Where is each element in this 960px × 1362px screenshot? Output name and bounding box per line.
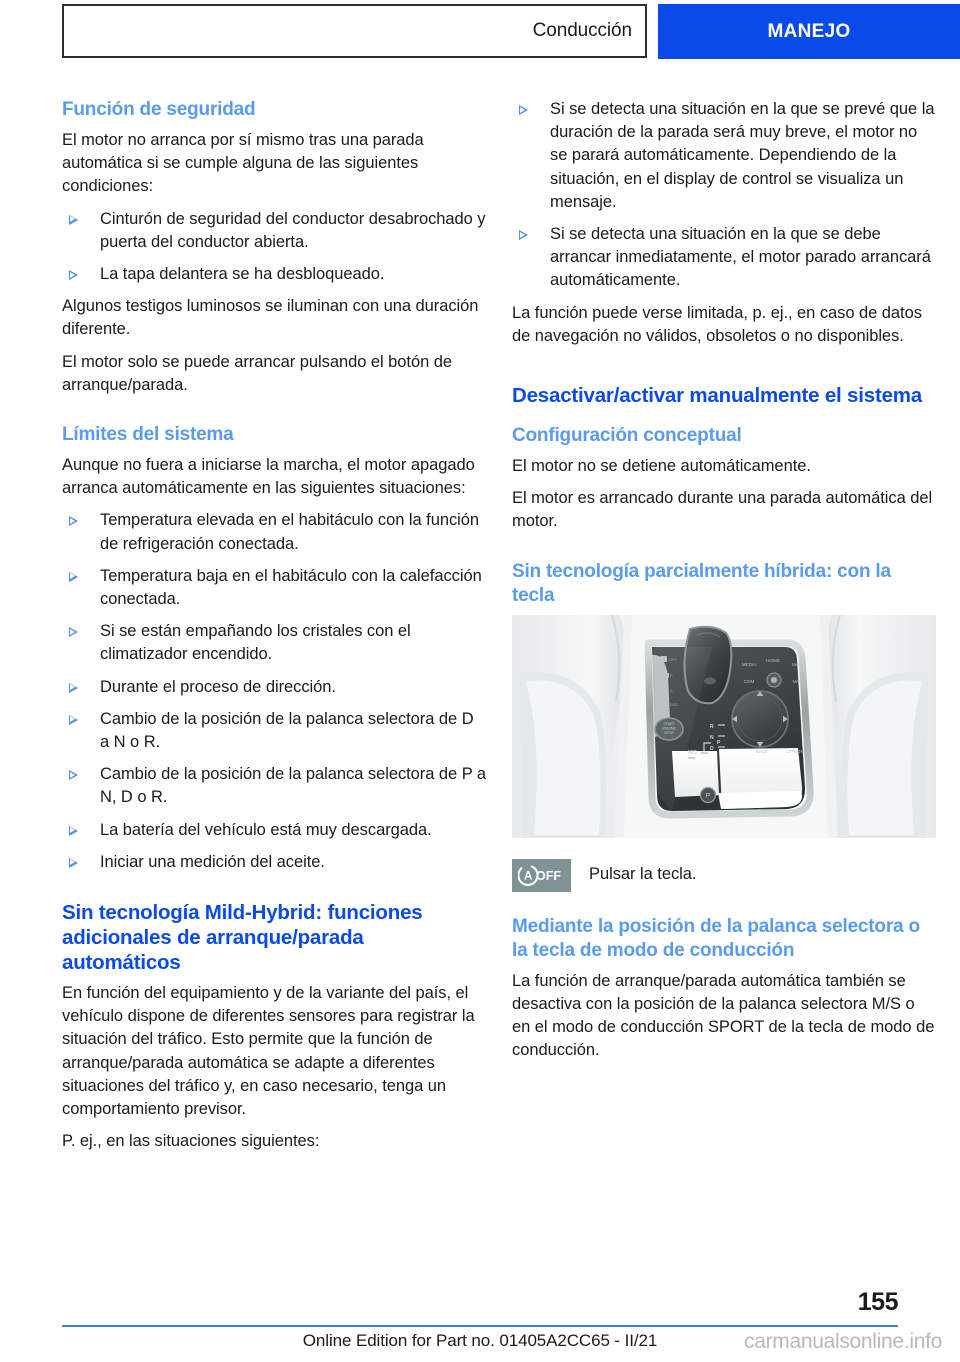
- heading-mediante-la-posicion-de-la-palanca: Mediante la posición de la palanca selectora o la tecla de modo de conducción: [512, 915, 920, 961]
- paragraph-safety-lamps: Algunos testigos luminosos se iluminan con una duración diferente.: [62, 297, 479, 339]
- svg-text:D: D: [710, 745, 714, 752]
- list-item-text: Si se están empañando los cristales con el climatizador encendido.: [100, 622, 411, 664]
- svg-text:A: A: [670, 687, 673, 693]
- svg-text:N: N: [710, 734, 714, 741]
- spacer: [512, 415, 936, 424]
- section-tab-label: MANEJO: [767, 20, 851, 42]
- paragraph-function-limited: La función puede verse limitada, p. ej., en caso de datos de navegación no válidos, obsoletos o no disponibles.: [512, 303, 922, 345]
- triangle-bullet-icon: [69, 826, 78, 836]
- breadcrumb: [62, 4, 647, 58]
- paragraph-concept-2: El motor es arrancado durante una parada automática del motor.: [512, 489, 933, 531]
- list-item-text: La tapa delantera se ha desbloqueado.: [100, 265, 385, 284]
- auto-start-stop-off-glyph: [518, 865, 565, 886]
- spacer: [512, 543, 936, 560]
- auto-start-stop-off-icon: [512, 859, 571, 892]
- right-column: [512, 98, 936, 1062]
- list-item-text: Si se detecta una situación en la que se prevé que la duración de la parada será muy breve, el motor no se parará automáticamente. Dependiendo de la situación, en el display de control se visualiza un mensaje.: [550, 100, 935, 211]
- footer-note: Online Edition for Part no. 01405A2CC65 - II/21: [302, 1331, 658, 1350]
- legend-caption: Pulsar la tecla.: [589, 864, 697, 883]
- center-console-illustration: [512, 615, 936, 838]
- list-item-text: Cambio de la posición de la palanca selectora de D a N o R.: [100, 709, 474, 752]
- list-item: [62, 851, 486, 874]
- svg-text:COM: COM: [743, 678, 755, 684]
- triangle-bullet-icon: [69, 627, 78, 637]
- list-item: [62, 208, 486, 254]
- page-header: [0, 0, 960, 62]
- list-item-text: Cinturón de seguridad del conductor desabrochado y puerta del conductor abierta.: [100, 209, 486, 251]
- triangle-bullet-icon: [69, 715, 78, 725]
- triangle-bullet-icon: [69, 683, 78, 693]
- triangle-bullet-icon: [519, 230, 528, 240]
- svg-text:START: START: [663, 721, 675, 726]
- left-column: [62, 98, 486, 1154]
- list-item: [62, 763, 486, 809]
- triangle-bullet-icon: [69, 516, 78, 526]
- footer-divider: [62, 1325, 898, 1327]
- limits-bullet-list: [62, 509, 486, 874]
- section-tab: [658, 4, 960, 59]
- heading-funcion-de-seguridad: Función de seguridad: [62, 99, 256, 120]
- list-item-text: Cambio de la posición de la palanca selectora de P a N, D o R.: [100, 765, 487, 807]
- svg-text:MEDIA: MEDIA: [741, 661, 757, 667]
- console-svg: [512, 615, 936, 838]
- paragraph-concept-1: El motor no se detiene automáticamente.: [512, 457, 811, 476]
- list-item: [512, 98, 936, 214]
- list-item-text: Temperatura elevada en el habitáculo con la función de refrigeración conectada.: [100, 511, 480, 553]
- spacer: [62, 883, 486, 900]
- list-item: [512, 223, 936, 293]
- svg-text:DSC: DSC: [670, 701, 679, 707]
- triangle-bullet-icon: [69, 858, 78, 868]
- list-item-text: La batería del vehículo está muy descargada.: [100, 820, 432, 839]
- svg-text:HOME: HOME: [766, 657, 780, 663]
- heading-sin-tecnologia-mild-hybrid: Sin tecnología Mild-Hybrid: funciones adicionales de arranque/parada automáticos: [62, 901, 423, 975]
- safety-bullet-list: [62, 208, 486, 287]
- triangle-bullet-icon: [69, 270, 78, 280]
- list-item: [62, 620, 486, 666]
- svg-text:BACK: BACK: [755, 748, 769, 754]
- svg-text:STOP: STOP: [664, 730, 674, 735]
- list-item-text: Iniciar una medición del aceite.: [100, 852, 325, 871]
- list-item-text: Si se detecta una situación en la que se debe arrancar inmediatamente, el motor parado arrancará automáticamente.: [550, 225, 931, 290]
- triangle-bullet-icon: [69, 572, 78, 582]
- triangle-bullet-icon: [69, 770, 78, 780]
- list-item: [62, 565, 486, 611]
- paragraph-safety-button: El motor solo se puede arrancar pulsando el botón de arranque/parada.: [62, 352, 452, 394]
- list-item: [62, 819, 486, 842]
- svg-text:M/S: M/S: [688, 749, 697, 756]
- svg-text:R: R: [710, 723, 714, 730]
- page-number: 155: [857, 1288, 898, 1316]
- triangle-bullet-icon: [69, 215, 78, 225]
- svg-text:P: P: [717, 739, 721, 746]
- heading-limites-del-sistema: Límites del sistema: [62, 424, 234, 446]
- paragraph-safety-intro: El motor no arranca por sí mismo tras una parada automática si se cumple alguna de las siguientes condiciones:: [62, 131, 424, 196]
- list-item: [62, 676, 486, 699]
- triangle-bullet-icon: [519, 105, 528, 115]
- spacer: [62, 406, 486, 423]
- spacer: [512, 898, 936, 915]
- svg-text:MAP: MAP: [792, 661, 802, 667]
- list-item: [62, 263, 486, 286]
- svg-text:ENGINE: ENGINE: [662, 726, 676, 731]
- list-item: [62, 509, 486, 555]
- watermark: carmanualsonline.info: [744, 1330, 942, 1353]
- heading-sin-tecnologia-parcialmente-hibrida: Sin tecnología parcialmente híbrida: con la tecla: [512, 560, 891, 606]
- svg-text:OFF: OFF: [669, 656, 677, 662]
- svg-text:P: P: [670, 672, 673, 678]
- paragraph-limits-intro: Aunque no fuera a iniciarse la marcha, el motor apagado arranca automáticamente en las siguientes situaciones:: [62, 456, 475, 498]
- paragraph-examples: P. ej., en las situaciones siguientes:: [62, 1132, 320, 1151]
- list-item-text: Durante el proceso de dirección.: [100, 677, 336, 696]
- svg-text:OFF: OFF: [536, 868, 561, 883]
- icon-legend-row: [512, 859, 936, 892]
- heading-desactivar-activar-manualmente: Desactivar/activar manualmente el sistema: [512, 384, 922, 408]
- list-item: [62, 708, 486, 754]
- spacer: [512, 357, 936, 383]
- paragraph-selector: La función de arranque/parada automática también se desactiva con la posición de la palanca selectora M/S o en el modo de conducción SPORT de la tecla de modo de conducción.: [512, 971, 935, 1060]
- svg-text:OPTION: OPTION: [786, 748, 804, 754]
- svg-text:P: P: [705, 792, 711, 800]
- svg-text:NAV: NAV: [792, 678, 802, 684]
- list-item-text: Temperatura baja en el habitáculo con la calefacción conectada.: [100, 566, 482, 609]
- svg-text:A: A: [524, 870, 533, 883]
- paragraph-mild-hybrid: En función del equipamiento y de la variante del país, el vehículo dispone de diferentes sensores para registrar la situación del tráfico. Esto permite que la función de arranque/parada automática se adapte a diferentes situaciones del tráfico y, en caso necesario, tenga un comportamiento previsor.: [62, 984, 475, 1119]
- breadcrumb-label: Conducción: [532, 20, 632, 41]
- top-bullet-list: [512, 98, 936, 293]
- heading-configuracion-conceptual: Configuración conceptual: [512, 425, 742, 447]
